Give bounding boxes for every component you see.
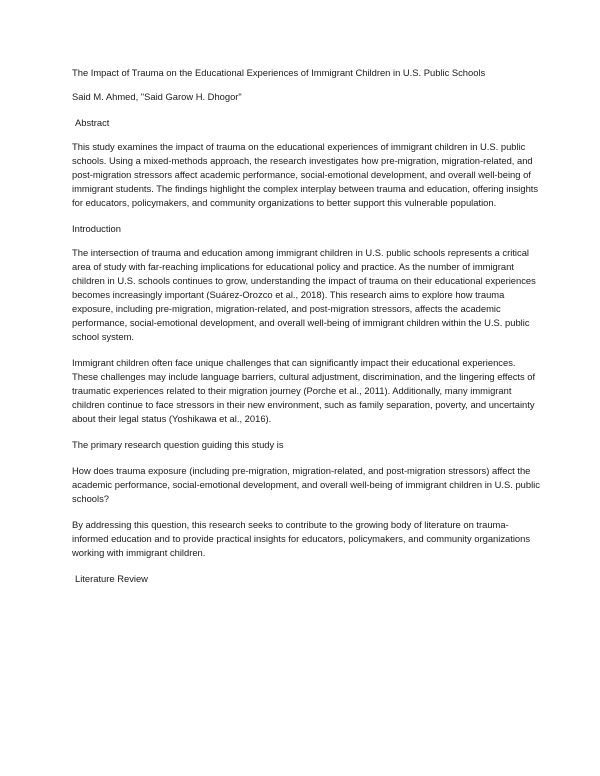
paper-authors: Said M. Ahmed, "Said Garow H. Dhogor" <box>72 91 242 102</box>
introduction-heading: Introduction <box>72 223 121 234</box>
document-content <box>72 66 542 596</box>
abstract-paragraph: This study examines the impact of trauma on the educational experiences of immigrant children in U.S. public schools. Using a mixed-methods approach, the research investigates how pre-migration, migration-related, and post-migration stressors affect academic performance, social-emotional development, and overall well-being of immigrant students. The findings highlight the complex interplay between trauma and education, offering insights for educators, policymakers, and community organizations to better support this vulnerable population. <box>72 141 539 208</box>
research-question-lead: The primary research question guiding this study is <box>72 439 284 450</box>
abstract-heading: Abstract <box>75 117 110 128</box>
literature-review-heading: Literature Review <box>75 573 148 584</box>
intro-paragraph: The intersection of trauma and education among immigrant children in U.S. public schools represents a critical area of study with far-reaching implications for educational policy and practice. As the number of immigrant children in U.S. schools continues to grow, understanding the impact of trauma on their educational experiences becomes increasingly important (Suárez-Orozco et al., 2018). This research aims to explore how trauma exposure, including pre-migration, migration-related, and post-migration stressors, affects the academic performance, social-emotional development, and overall well-being of immigrant children within the U.S. public school system. <box>72 247 536 342</box>
paper-title: The Impact of Trauma on the Educational Experiences of Immigrant Children in U.S. Public Schools <box>72 67 486 78</box>
research-question: How does trauma exposure (including pre-migration, migration-related, and post-migration stressors) affect the academic performance, social-emotional development, and overall well-being of immigrant children in U.S. public schools? <box>72 465 540 504</box>
intro-paragraph: Immigrant children often face unique challenges that can significantly impact their educational experiences. These challenges may include language barriers, cultural adjustment, discrimination, and the lingering effects of traumatic experiences related to their migration journey (Porche et al., 2011). Additionally, many immigrant children continue to face stressors in their new environment, such as family separation, poverty, and uncertainty about their legal status (Yoshikawa et al., 2016). <box>72 357 536 424</box>
intro-paragraph: By addressing this question, this research seeks to contribute to the growing body of literature on trauma-informed education and to provide practical insights for educators, policymakers, and community organizations working with immigrant children. <box>72 519 531 558</box>
